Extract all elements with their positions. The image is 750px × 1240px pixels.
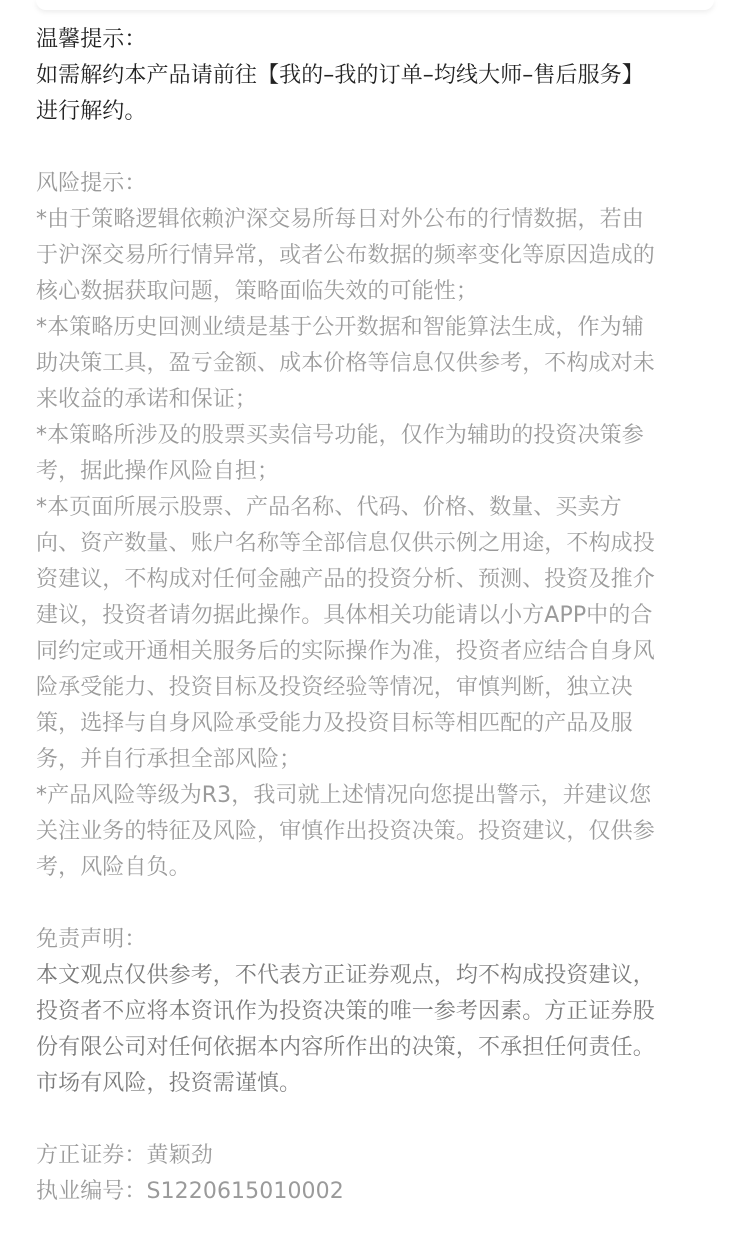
risk-line: 于沪深交易所行情异常，或者公布数据的频率变化等原因造成的 <box>36 243 655 268</box>
notice-line: 进行解约。 <box>36 99 147 124</box>
disclaimer-content <box>36 22 718 1210</box>
exemption-line: 本文观点仅供参考，不代表方正证券观点，均不构成投资建议， <box>36 963 655 988</box>
exemption-line: 投资者不应将本资讯作为投资决策的唯一参考因素。方正证券股 <box>36 999 655 1024</box>
exemption-line: 份有限公司对任何依据本内容所作出的决策，不承担任何责任。 <box>36 1035 655 1060</box>
risk-section <box>36 166 718 886</box>
risk-line: 策，选择与自身风险承受能力及投资目标等相匹配的产品及服 <box>36 711 633 736</box>
section-spacer <box>36 886 718 922</box>
risk-line: 务，并自行承担全部风险； <box>36 747 302 772</box>
license-number: 执业编号：S1220615010002 <box>36 1179 344 1204</box>
section-spacer <box>36 1102 718 1138</box>
risk-line: 关注业务的特征及风险，审慎作出投资决策。投资建议，仅供参 <box>36 819 655 844</box>
exemption-section <box>36 922 718 1102</box>
risk-line: 来收益的承诺和保证； <box>36 387 258 412</box>
risk-line: *本策略历史回测业绩是基于公开数据和智能算法生成，作为辅 <box>36 315 644 340</box>
risk-line: 考，据此操作风险自担； <box>36 459 280 484</box>
author-section <box>36 1138 718 1210</box>
notice-section <box>36 22 718 130</box>
notice-line: 如需解约本产品请前往【我的–我的订单–均线大师–售后服务】 <box>36 63 644 88</box>
author-name: 方正证券：黄颖劲 <box>36 1143 213 1168</box>
risk-line: 同约定或开通相关服务后的实际操作为准，投资者应结合自身风 <box>36 639 655 664</box>
risk-line: 核心数据获取问题，策略面临失效的可能性； <box>36 279 479 304</box>
section-spacer <box>36 130 718 166</box>
risk-title: 风险提示： <box>36 171 147 196</box>
risk-line: 资建议，不构成对任何金融产品的投资分析、预测、投资及推介 <box>36 567 655 592</box>
top-card-edge <box>36 0 714 10</box>
risk-line: 助决策工具，盈亏金额、成本价格等信息仅供参考，不构成对未 <box>36 351 655 376</box>
exemption-line: 市场有风险，投资需谨慎。 <box>36 1071 302 1096</box>
risk-line: *本策略所涉及的股票买卖信号功能，仅作为辅助的投资决策参 <box>36 423 644 448</box>
risk-line: *产品风险等级为R3，我司就上述情况向您提出警示，并建议您 <box>36 783 652 808</box>
risk-line: 向、资产数量、账户名称等全部信息仅供示例之用途，不构成投 <box>36 531 655 556</box>
exemption-title: 免责声明： <box>36 927 147 952</box>
risk-line: 险承受能力、投资目标及投资经验等情况，审慎判断，独立决 <box>36 675 633 700</box>
notice-title: 温馨提示： <box>36 27 147 52</box>
risk-line: *本页面所展示股票、产品名称、代码、价格、数量、买卖方 <box>36 495 622 520</box>
risk-line: *由于策略逻辑依赖沪深交易所每日对外公布的行情数据，若由 <box>36 207 644 232</box>
risk-line: 考，风险自负。 <box>36 855 191 880</box>
risk-line: 建议，投资者请勿据此操作。具体相关功能请以小方APP中的合 <box>36 603 653 628</box>
